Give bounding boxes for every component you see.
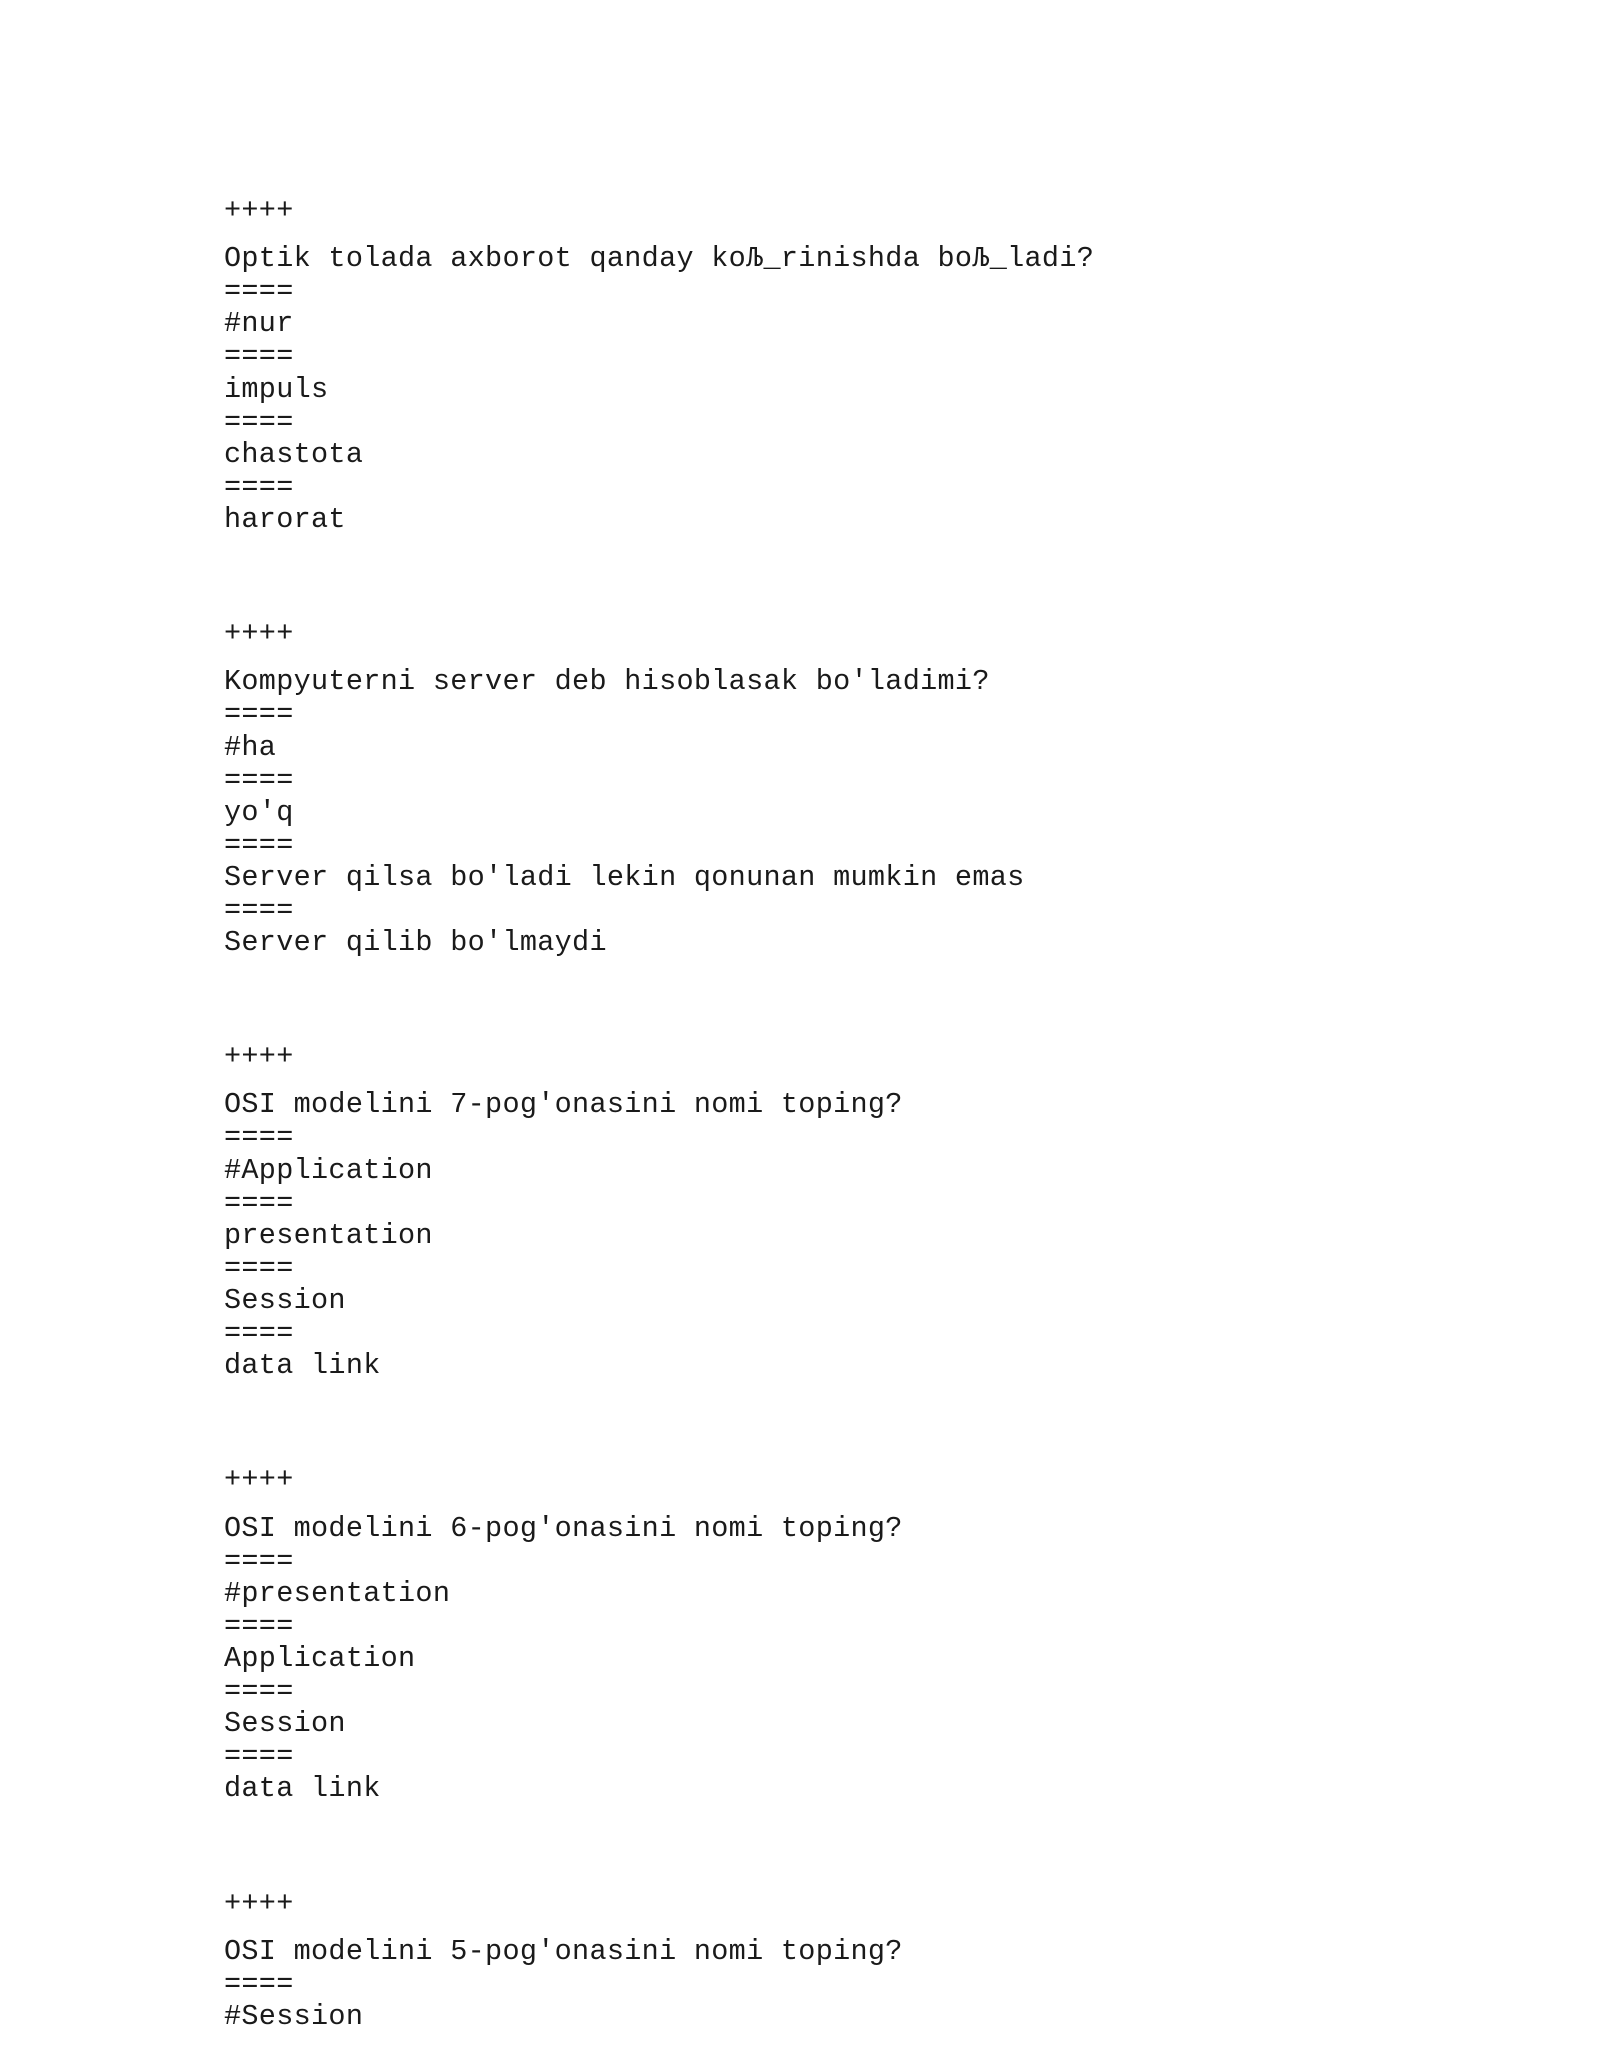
question-text: Optik tolada axborot qanday koЉ_rinishda boЉ_ladi? — [224, 242, 1095, 276]
answer-option: yo'q — [224, 795, 294, 829]
correct-answer-option: #Application — [224, 1153, 433, 1187]
option-separator: ==== — [224, 1674, 294, 1708]
answer-option: impuls — [224, 372, 329, 406]
blank-line — [224, 536, 1524, 601]
question-marker: ++++ — [224, 1040, 294, 1074]
answer-option: Session — [224, 1707, 346, 1741]
question-marker: ++++ — [224, 194, 294, 227]
answer-option: Application — [224, 1641, 416, 1675]
question-block — [224, 1024, 1524, 1447]
document-content — [224, 178, 1524, 2033]
answer-option: presentation — [224, 1218, 433, 1252]
question-marker: ++++ — [224, 1886, 294, 1920]
question-marker: ++++ — [224, 617, 294, 651]
option-separator: ==== — [224, 470, 294, 504]
correct-answer-option: #Session — [224, 1999, 364, 2033]
question-text: Kompyuterni server deb hisoblasak bo'ladimi? — [224, 665, 990, 699]
question-block — [224, 1447, 1524, 1870]
option-separator: ==== — [224, 1121, 294, 1155]
answer-option: data link — [224, 1772, 381, 1806]
answer-option: chastota — [224, 437, 364, 471]
option-separator: ==== — [224, 1544, 294, 1578]
blank-line — [224, 1805, 1524, 1870]
option-separator: ==== — [224, 1317, 294, 1350]
question-block — [224, 601, 1524, 1024]
answer-option: data link — [224, 1349, 381, 1383]
question-block — [224, 178, 1524, 601]
option-separator: ==== — [224, 1186, 294, 1220]
option-separator: ==== — [224, 1967, 294, 2001]
question-block — [224, 1871, 1524, 2033]
question-text: OSI modelini 5-pog'onasini nomi toping? — [224, 1934, 903, 1968]
blank-line — [224, 1382, 1524, 1447]
question-text: OSI modelini 6-pog'onasini nomi toping? — [224, 1511, 903, 1545]
answer-option: Server qilsa bo'ladi lekin qonunan mumkin emas — [224, 860, 1025, 894]
answer-option: Session — [224, 1284, 346, 1317]
option-separator: ==== — [224, 828, 294, 862]
option-separator: ==== — [224, 893, 294, 927]
answer-option: harorat — [224, 502, 346, 536]
answer-option: Server qilib bo'lmaydi — [224, 926, 607, 960]
option-separator: ==== — [224, 1251, 294, 1285]
option-separator: ==== — [224, 1740, 294, 1774]
option-separator: ==== — [224, 698, 294, 732]
option-separator: ==== — [224, 340, 294, 374]
option-separator: ==== — [224, 405, 294, 439]
blank-line — [224, 959, 1524, 1024]
option-separator: ==== — [224, 1609, 294, 1643]
correct-answer-option: #ha — [224, 730, 277, 764]
option-separator: ==== — [224, 275, 294, 309]
correct-answer-option: #presentation — [224, 1576, 451, 1610]
question-marker: ++++ — [224, 1463, 294, 1497]
question-text: OSI modelini 7-pog'onasini nomi toping? — [224, 1088, 903, 1122]
correct-answer-option: #nur — [224, 307, 294, 341]
option-separator: ==== — [224, 763, 294, 797]
